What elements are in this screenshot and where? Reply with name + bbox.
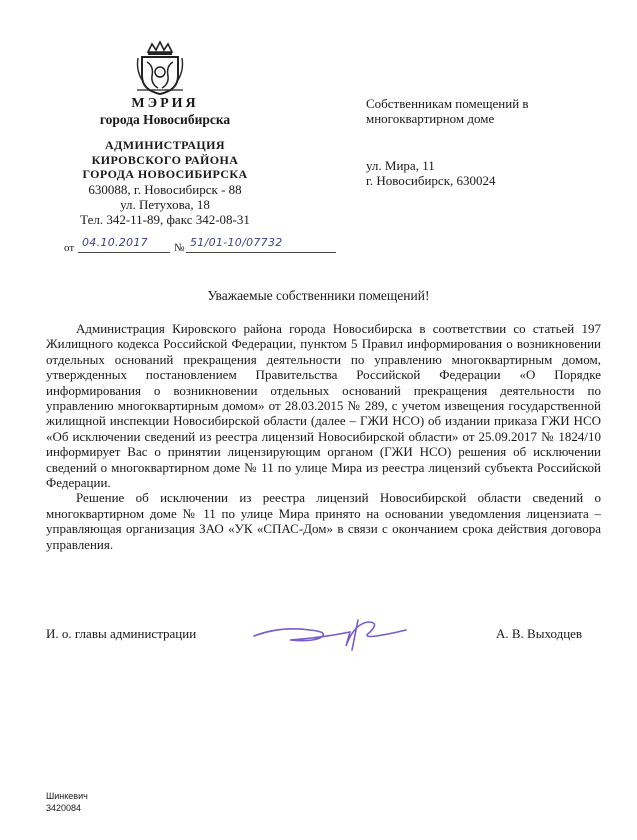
recipient-line-2: многоквартирном доме: [366, 111, 495, 126]
letter-body: [46, 321, 601, 552]
administration-line-3: ГОРОДА НОВОСИБИРСКА: [82, 167, 248, 181]
postal-address: 630088, г. Новосибирск - 88: [88, 181, 242, 197]
date-label: от: [64, 242, 75, 254]
administration-line-2: КИРОВСКОГО РАЙОНА: [91, 152, 239, 167]
handwritten-signature-icon: [250, 612, 410, 652]
city-emblem-icon: [134, 40, 186, 96]
greeting: Уважаемые собственники помещений!: [207, 288, 430, 303]
signatory-title: И. о. главы администрации: [46, 626, 197, 641]
recipient-line-1: Собственникам помещений в: [366, 96, 529, 111]
number-label: №: [174, 242, 185, 254]
street-address: ул. Петухова, 18: [120, 196, 210, 212]
document-number: 51/01-10/07732: [190, 236, 283, 249]
date-underline: [78, 252, 170, 253]
mayor-office-title: МЭРИЯ: [131, 96, 199, 111]
executor-name: Шинкевич: [46, 791, 88, 801]
city-line: города Новосибирска: [99, 111, 231, 127]
organization-header: [40, 96, 290, 227]
recipient-street: ул. Мира, 11: [366, 158, 435, 173]
body-paragraph-1: Администрация Кировского района города Новосибирска в соответствии со статьей 197 Жилищного кодекса Российской Федерации, пунктом 5 Правил информирования о возникновении отдельных оснований прекращения деятельности по управлению многоквартирным домом, утвержденных постановлением Правительства Российской Федерации «О Порядке информирования о возникновении отдельных оснований прекращения деятельности по управлению многоквартирным домом» от 28.03.2015 № 289, с учетом извещения государственной жилищной инспекции Новосибирской области (далее – ГЖИ НСО) об издании приказа ГЖИ НСО «Об исключении сведений из реестра лицензий Новосибирской области» от 25.09.2017 № 1824/10 информирует Вас о принятии лицензирующим органом (ГЖИ НСО) решения об исключении сведений о многоквартирном доме № 11 по улице Мира из реестра лицензий субъекта Российской Федерации.: [46, 321, 601, 491]
addressee-block: [366, 96, 606, 188]
reference-line: [64, 236, 334, 256]
recipient-city: г. Новосибирск, 630024: [366, 173, 496, 188]
signatory-name: А. В. Выходцев: [496, 626, 583, 641]
executor-footer: [46, 790, 88, 814]
phone-fax: Тел. 342-11-89, факс 342-08-31: [80, 211, 250, 227]
number-underline: [186, 252, 336, 253]
date-value: 04.10.2017: [82, 236, 148, 249]
body-paragraph-2: Решение об исключении из реестра лицензий Новосибирской области сведений о многоквартирном доме № 11 по улице Мира принято на основании уведомления лицензиата – управляющая организация ЗАО «УК «СПАС-Дом» в связи с окончанием срока действия договора управления.: [46, 490, 601, 552]
administration-line-1: АДМИНИСТРАЦИЯ: [105, 138, 225, 152]
executor-phone: 3420084: [46, 803, 82, 813]
